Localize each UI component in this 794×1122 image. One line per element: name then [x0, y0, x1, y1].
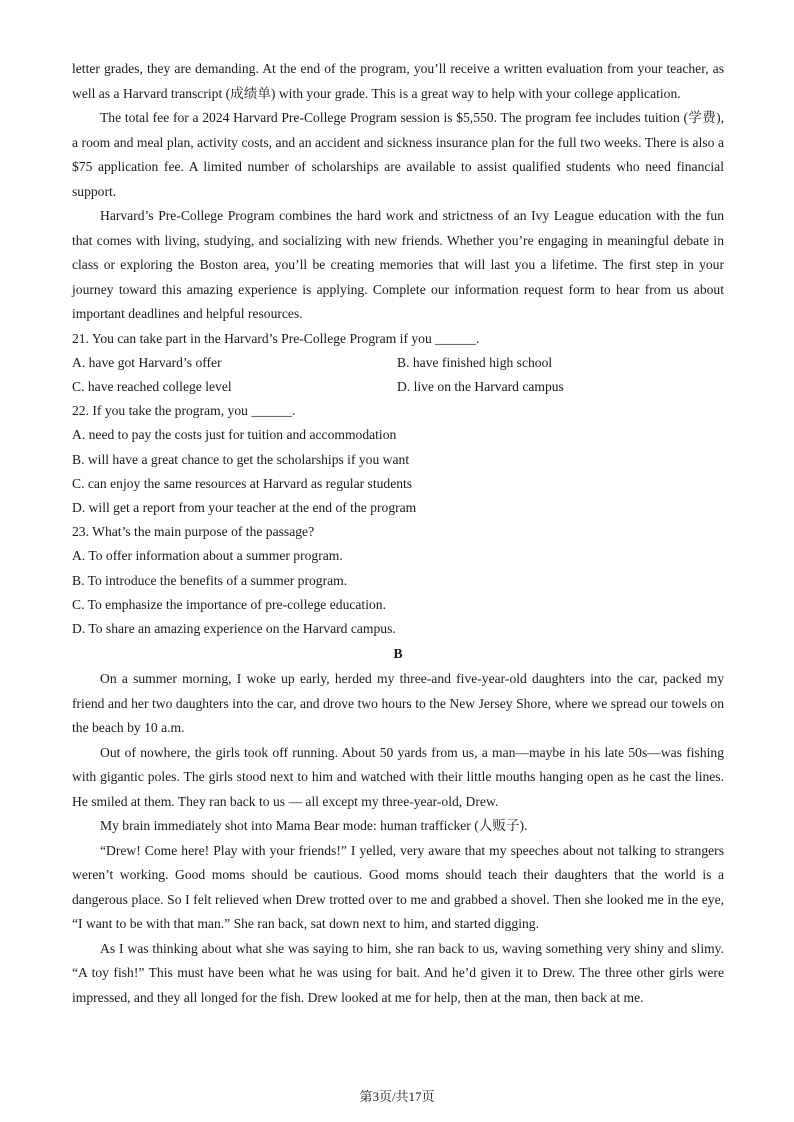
option-d: D. will get a report from your teacher at the end of the program [72, 499, 417, 515]
question-stem: 23. What’s the main purpose of the passage? [72, 524, 315, 540]
option-a: A. have got Harvard’s offer [72, 354, 222, 370]
intro-paragraph-1: letter grades, they are demanding. At the end of the program, you’ll receive a written evaluation from your teacher, as well as a Harvard transcript (成绩单) with your grade. This is a great way to help with your college application. [72, 61, 724, 101]
passage-b-paragraph-3: My brain immediately shot into Mama Bear mode: human trafficker (人贩子). [100, 818, 528, 834]
question-stem: 21. You can take part in the Harvard’s Pre-College Program if you ______. [72, 330, 480, 346]
question-stem: 22. If you take the program, you ______. [72, 403, 296, 419]
question-22 [72, 399, 724, 520]
option-a: A. To offer information about a summer program. [72, 548, 343, 564]
intro-paragraph-3: Harvard’s Pre-College Program combines the hard work and strictness of an Ivy League education with the fun that comes with living, studying, and socializing with new friends. Whether you’re engaging in meaningful debate in class or exploring the Boston area, you’ll be creating memories that will last you a lifetime. The first step in your journey toward this amazing experience is applying. Complete our information request form to hear from us about important deadlines and helpful resources. [72, 208, 724, 321]
passage-b-paragraph-2: Out of nowhere, the girls took off running. About 50 yards from us, a man—maybe in his late 50s—was fishing with gigantic poles. The girls stood next to him and watched with their little mouths hanging open as he cast the lines. He smiled at them. They ran back to us — all except my three-year-old, Drew. [72, 744, 724, 809]
passage-b-paragraph-4: “Drew! Come here! Play with your friends!” I yelled, very aware that my speeches about not talking to strangers weren’t working. Good moms should be cautious. Good moms should teach their daughters that the world is a dangerous place. So I felt relieved when Drew trotted over to me and grabbed a shovel. Then she looked me in the eye, “I want to be with that man.” She ran back, sat down next to him, and started digging. [72, 842, 724, 932]
option-d: D. To share an amazing experience on the Harvard campus. [72, 620, 396, 636]
option-b: B. will have a great chance to get the scholarships if you want [72, 451, 410, 467]
section-b-title: B [393, 646, 403, 662]
question-options [72, 351, 724, 399]
question-21 [72, 327, 724, 400]
option-b: B. To introduce the benefits of a summer program. [72, 572, 348, 588]
option-d: D. live on the Harvard campus [397, 378, 564, 394]
intro-paragraph-2: The total fee for a 2024 Harvard Pre-College Program session is $5,550. The program fee includes tuition (学费), a room and meal plan, activity costs, and an accident and sickness insurance plan for the full two weeks. There is also a $75 application fee. A limited number of scholarships are available to assist qualified students who need financial support. [72, 110, 724, 199]
option-c: C. can enjoy the same resources at Harvard as regular students [72, 475, 413, 491]
option-c: C. To emphasize the importance of pre-college education. [72, 596, 386, 612]
page-footer: 第3页/共17页 [359, 1089, 435, 1104]
question-23 [72, 520, 724, 641]
passage-b-paragraph-5: As I was thinking about what she was saying to him, she ran back to us, waving something very shiny and slimy. “A toy fish!” This must have been what he was using for bait. And he’d given it to Drew. The three other girls were impressed, and they all longed for the fish. Drew looked at me for help, then at the man, then back at me. [72, 940, 724, 1005]
option-c: C. have reached college level [72, 378, 232, 394]
document-page [72, 57, 724, 1010]
passage-b-paragraph-1: On a summer morning, I woke up early, herded my three-and five-year-old daughters into the car, packed my friend and her two daughters into the car, and drove two hours to the New Jersey Shore, where we spread our towels on the beach by 10 a.m. [72, 671, 724, 736]
option-a: A. need to pay the costs just for tuition and accommodation [72, 427, 397, 443]
option-b: B. have finished high school [397, 354, 553, 370]
